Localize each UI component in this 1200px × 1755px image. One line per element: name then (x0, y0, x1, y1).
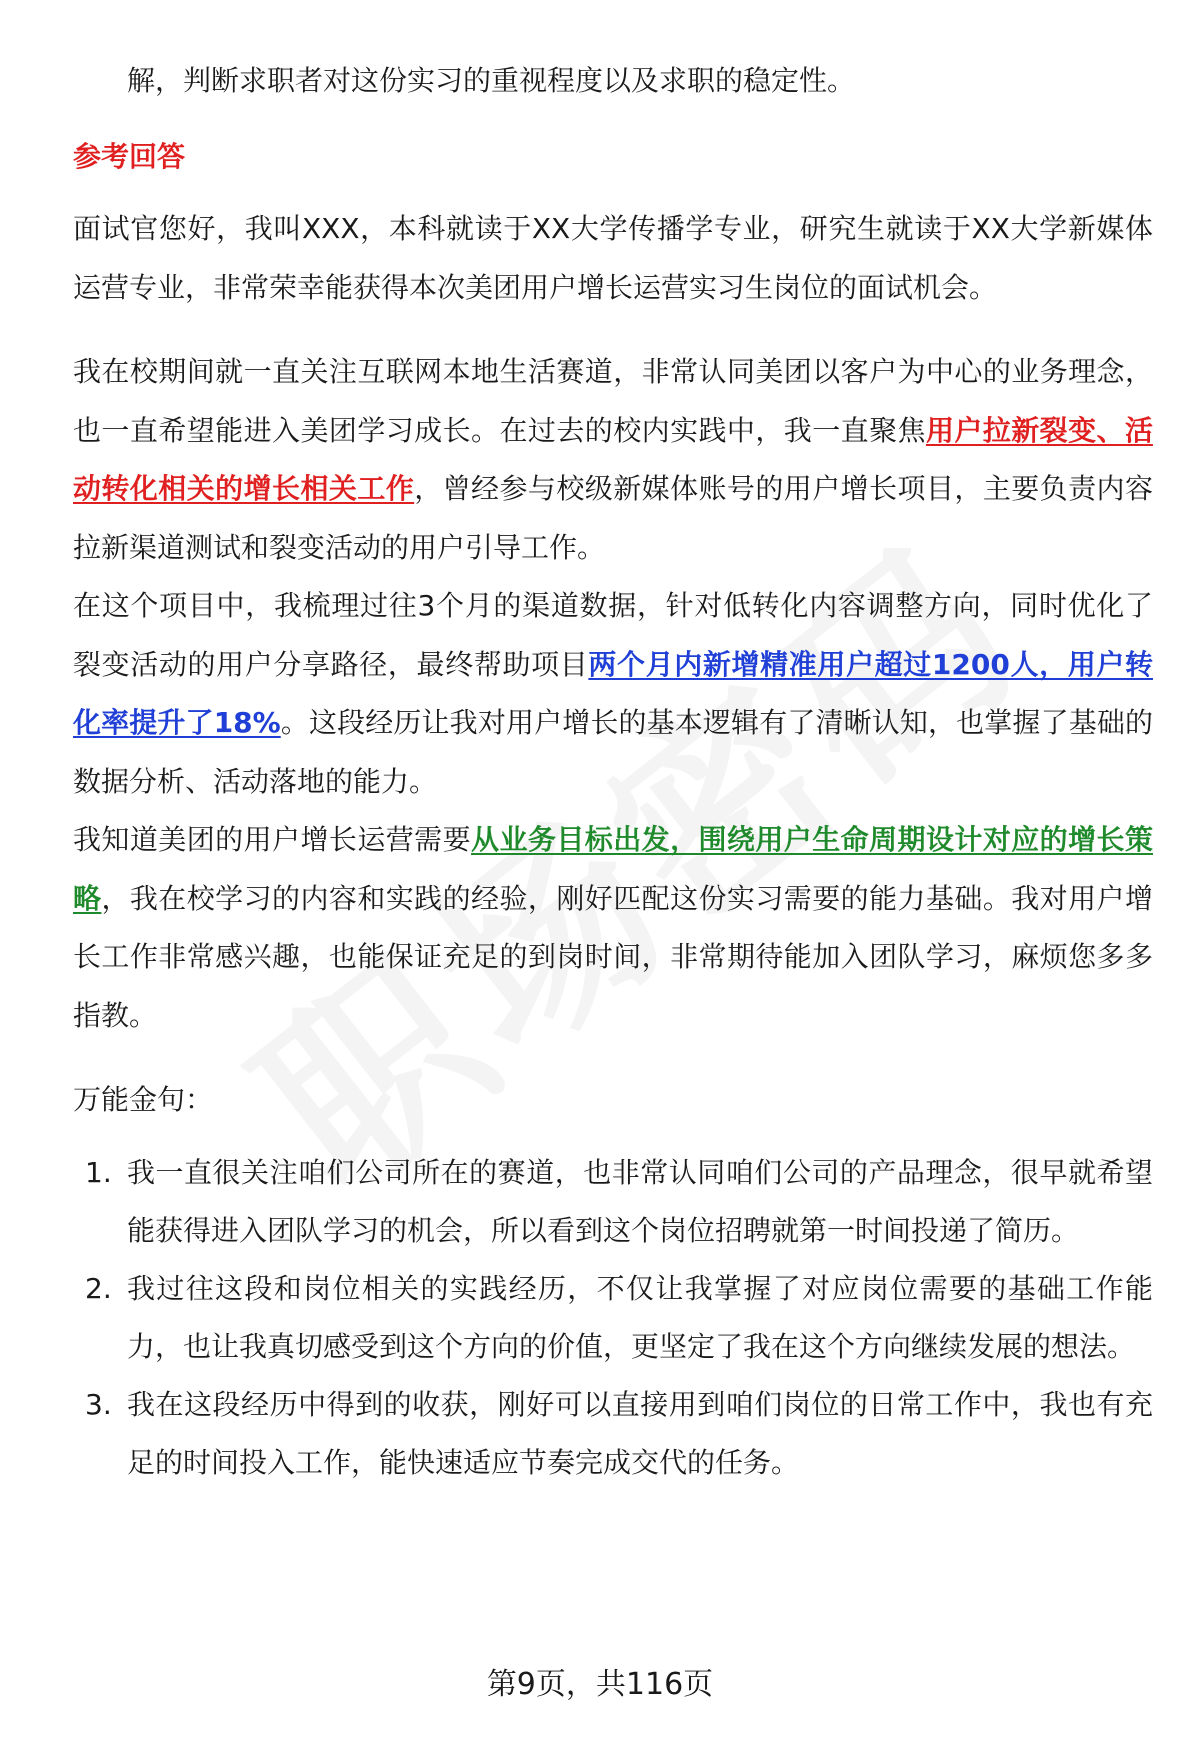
paragraph-self-introduction: 面试官您好，我叫XXX，本科就读于XX大学传播学专业，研究生就读于XX大学新媒体运营专业，非常荣幸能获得本次美团用户增长运营实习生岗位的面试机会。 (73, 212, 1153, 304)
list-item (73, 1260, 1153, 1376)
paragraph-gap (73, 317, 1153, 343)
highlight-green-strategy: 从业务目标出发，围绕用户生命周期设计对应的增长策略 (73, 823, 1153, 915)
list-item-text: 我一直很关注咱们公司所在的赛道，也非常认同咱们公司的产品理念，很早就希望能获得进入团队学习的机会，所以看到这个岗位招聘就第一时间投递了简历。 (127, 1155, 1153, 1247)
highlight-red-focus: 用户拉新裂变、活动转化相关的增长相关工作 (73, 413, 1153, 505)
list-item-number: 1. (85, 1155, 112, 1189)
page-number-footer: 第9页，共116页 (486, 1667, 714, 1702)
answer-heading: 参考回答 (73, 140, 186, 173)
paragraph-motivation-tail: ，我在校学习的内容和实践的经验，刚好匹配这份实习需要的能力基础。我对用户增长工作非常感兴趣，也能保证充足的到岗时间，非常期待能加入团队学习，麻烦您多多指教。 (73, 881, 1153, 1032)
highlight-blue-results: 两个月内新增精准用户超过1200人，用户转化率提升了18% (73, 647, 1153, 739)
paragraph-gap (73, 1045, 1153, 1071)
paragraph-project-tail: 。这段经历让我对用户增长的基本逻辑有了清晰认知，也掌握了基础的数据分析、活动落地的能力。 (73, 706, 1153, 798)
paragraph-motivation-lead: 我知道美团的用户增长运营需要 (73, 823, 472, 856)
paragraph-background-tail: ，曾经参与校级新媒体账号的用户增长项目，主要负责内容拉新渠道测试和裂变活动的用户引导工作。 (73, 472, 1153, 564)
page-content (73, 52, 1153, 1492)
list-item-text: 我过往这段和岗位相关的实践经历，不仅让我掌握了对应岗位需要的基础工作能力，也让我真切感受到这个方向的价值，更坚定了我在这个方向继续发展的想法。 (127, 1271, 1153, 1363)
intro-tail-text: 解，判断求职者对这份实习的重视程度以及求职的稳定性。 (127, 64, 856, 97)
paragraph-background-lead: 我在校期间就一直关注互联网本地生活赛道，非常认同美团以客户为中心的业务理念，也一直希望能进入美团学习成长。在过去的校内实践中，我一直聚焦 (73, 355, 1153, 447)
paragraph-project (73, 577, 1153, 811)
list-item-number: 3. (85, 1387, 112, 1421)
list-item-text: 我在这段经历中得到的收获，刚好可以直接用到咱们岗位的日常工作中，我也有充足的时间投入工作，能快速适应节奏完成交代的任务。 (127, 1387, 1153, 1479)
paragraph-motivation (73, 811, 1153, 1045)
list-item (73, 1144, 1153, 1260)
list-item (73, 1376, 1153, 1492)
paragraph-project-lead: 在这个项目中，我梳理过往3个月的渠道数据，针对低转化内容调整方向，同时优化了裂变活动的用户分享路径，最终帮助项目 (73, 589, 1153, 681)
golden-sentences-list (73, 1144, 1153, 1492)
list-item-number: 2. (85, 1271, 112, 1305)
golden-sentences-title: 万能金句： (73, 1083, 214, 1116)
paragraph-background (73, 343, 1153, 577)
